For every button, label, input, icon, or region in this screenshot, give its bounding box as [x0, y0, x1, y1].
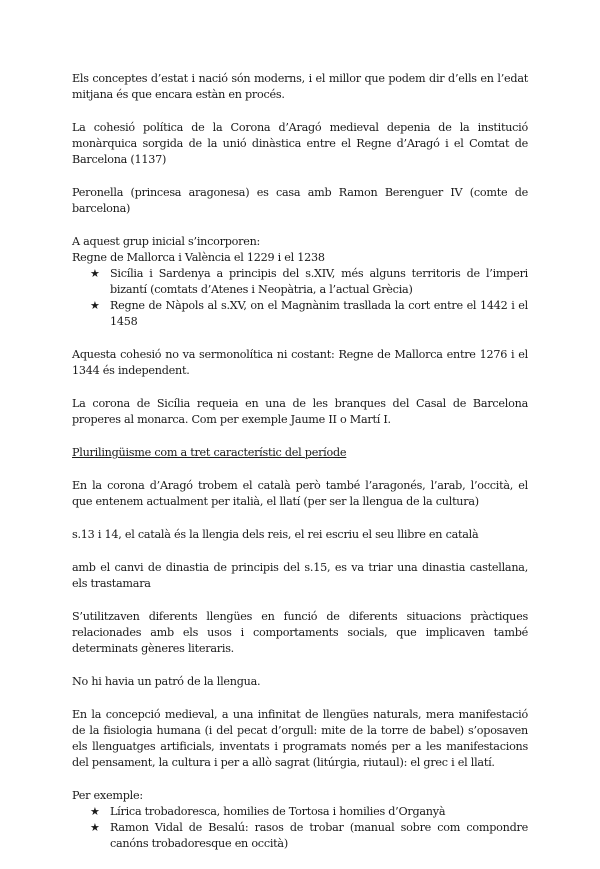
paragraph-sicily: La corona de Sicília requeia en una de les branques del Casal de Barcelona properes al monarca. Com per exemple Jaume II o Martí I. [72, 397, 528, 426]
paragraph-cohesion: La cohesió política de la Corona d’Aragó medieval depenia de la institució monàrquica sorgida de la unió dinàstica entre el Regne d’Aragó i el Comtat de Barcelona (1137) [72, 121, 528, 166]
paragraph-no-pattern: No hi havia un patró de la llengua. [72, 675, 261, 688]
paragraph-medieval-conception: En la concepció medieval, a una infinitat de llengües naturals, mera manifestació de la fisiologia humana (i del pecat d’orgull: mite de la torre de babel) s’oposaven els llenguatges artificials, inventats i programats només per a les manifestacions del pensament, la cultura i per a allò sagrat (litúrgia, riutaul): el grec i el llatí. [72, 708, 528, 769]
list-item: ★ Sicília i Sardenya a principis del s.XIV, més alguns territoris de l’imperi bizantí (comtats d’Atenes i Neopàtria, a l’actual Grècia) [110, 266, 528, 298]
paragraph-group-intro: A aquest grup inicial s’incorporen: [72, 235, 261, 248]
paragraph-languages: En la corona d’Aragó trobem el català però també l’aragonés, l’arab, l’occità, el que entenem actualment per italià, el llatí (per ser la llengua de la cultura) [72, 479, 528, 508]
paragraph-dynasty-change: amb el canvi de dinastia de principis del s.15, es va triar una dinastia castellana, els trastamara [72, 561, 528, 590]
document-body [72, 71, 528, 869]
list-item: ★ Ramon Vidal de Besalú: rasos de trobar (manual sobre com compondre canóns trobadoresque en occità) [110, 820, 528, 852]
paragraph-catalan-kings: s.13 i 14, el català és la llengia dels reis, el rei escriu el seu llibre en català [72, 528, 479, 541]
bullet-list-examples [72, 804, 528, 852]
bullet-list-territories [72, 266, 528, 330]
list-item: ★ Lírica trobadoresca, homilies de Tortosa i homilies d’Organyà [110, 804, 528, 820]
paragraph-usage: S’utilitzaven diferents llengües en funció de diferents situacions pràctiques relacionades amb els usos i comportaments socials, que implicaven també determinats gèneres literaris. [72, 610, 528, 655]
paragraph-concepts: Els conceptes d’estat i nació són moderns, i el millor que podem dir d’ells en l’edat mitjana és que encara estàn en procés. [72, 72, 528, 101]
paragraph-mallorca-valencia: Regne de Mallorca i València el 1229 i el 1238 [72, 251, 325, 264]
list-item: ★ Regne de Nàpols al s.XV, on el Magnànim trasllada la cort entre el 1442 i el 1458 [110, 298, 528, 330]
paragraph-peronella: Peronella (princesa aragonesa) es casa amb Ramon Berenguer IV (comte de barcelona) [72, 186, 528, 215]
section-heading: Plurilingüisme com a tret característic del període [72, 446, 347, 459]
paragraph-examples: Per exemple: [72, 789, 143, 802]
paragraph-monolithic: Aquesta cohesió no va sermonolítica ni costant: Regne de Mallorca entre 1276 i el 1344 és independent. [72, 348, 528, 377]
